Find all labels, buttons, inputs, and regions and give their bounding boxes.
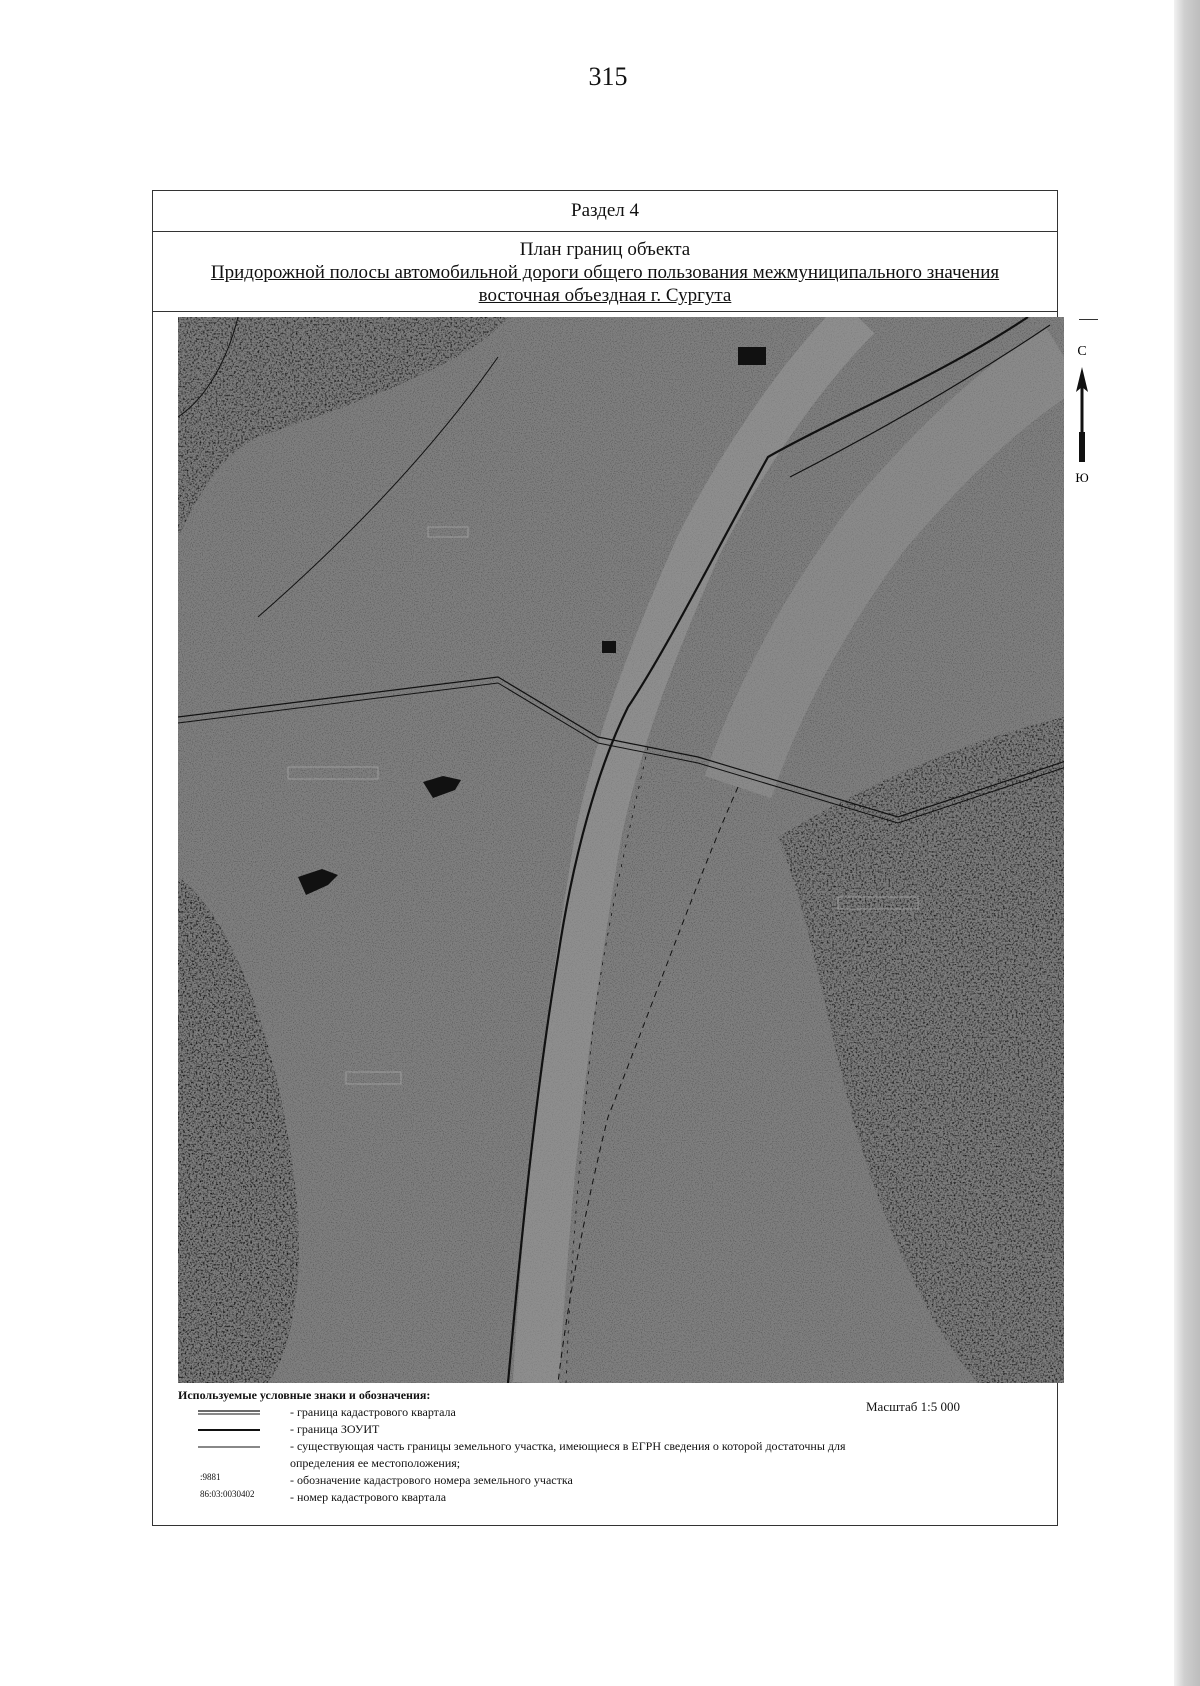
parcel-code-sample: :9881: [200, 1472, 221, 1482]
building-mark-2: [602, 641, 616, 653]
section-heading: Раздел 4: [153, 191, 1057, 232]
legend-label: - существующая часть границы земельного участка, имеющиеся в ЕГРН сведения о которой достаточны для определения ее местоположения;: [290, 1439, 846, 1470]
legend-item-quarter-code: [178, 1489, 1038, 1506]
page-edge-shadow: [1174, 0, 1200, 1686]
legend-item-parcel-code: [178, 1472, 1038, 1489]
zouit-line-icon: [198, 1421, 260, 1438]
map-scale: Масштаб 1:5 000: [866, 1399, 960, 1414]
parcel-line-icon: [198, 1438, 260, 1455]
compass-south-label: Ю: [1075, 470, 1089, 485]
legend-label: - обозначение кадастрового номера земельного участка: [290, 1473, 573, 1487]
cadastral-quarter-line-icon: [198, 1404, 260, 1421]
plan-frame: [152, 190, 1089, 1526]
north-arrow: [1067, 317, 1097, 487]
legend-label: - граница кадастрового квартала: [290, 1405, 456, 1419]
object-name-line1: Придорожной полосы автомобильной дороги общего пользования межмуниципального значения: [210, 262, 1000, 283]
legend-item-zouit: [178, 1421, 1038, 1438]
quarter-code-sample: 86:03:0030402: [200, 1489, 255, 1499]
legend-item-parcel: [178, 1438, 1038, 1472]
object-name-line2: восточная объездная г. Сургута: [478, 285, 732, 306]
legend-label: - номер кадастрового квартала: [290, 1490, 447, 1504]
aerial-map[interactable]: [178, 317, 1064, 1383]
map-canvas: [178, 317, 1064, 1383]
legend-label: - граница ЗОУИТ: [290, 1422, 380, 1436]
building-mark-1: [738, 347, 766, 365]
legend-title: Используемые условные знаки и обозначения:: [178, 1388, 431, 1402]
plan-title: План границ объекта: [519, 239, 691, 260]
page-number: 315: [588, 62, 628, 91]
compass-north-label: С: [1077, 344, 1087, 359]
plan-title-block: [153, 232, 1057, 312]
north-arrow-tail: [1079, 432, 1085, 462]
